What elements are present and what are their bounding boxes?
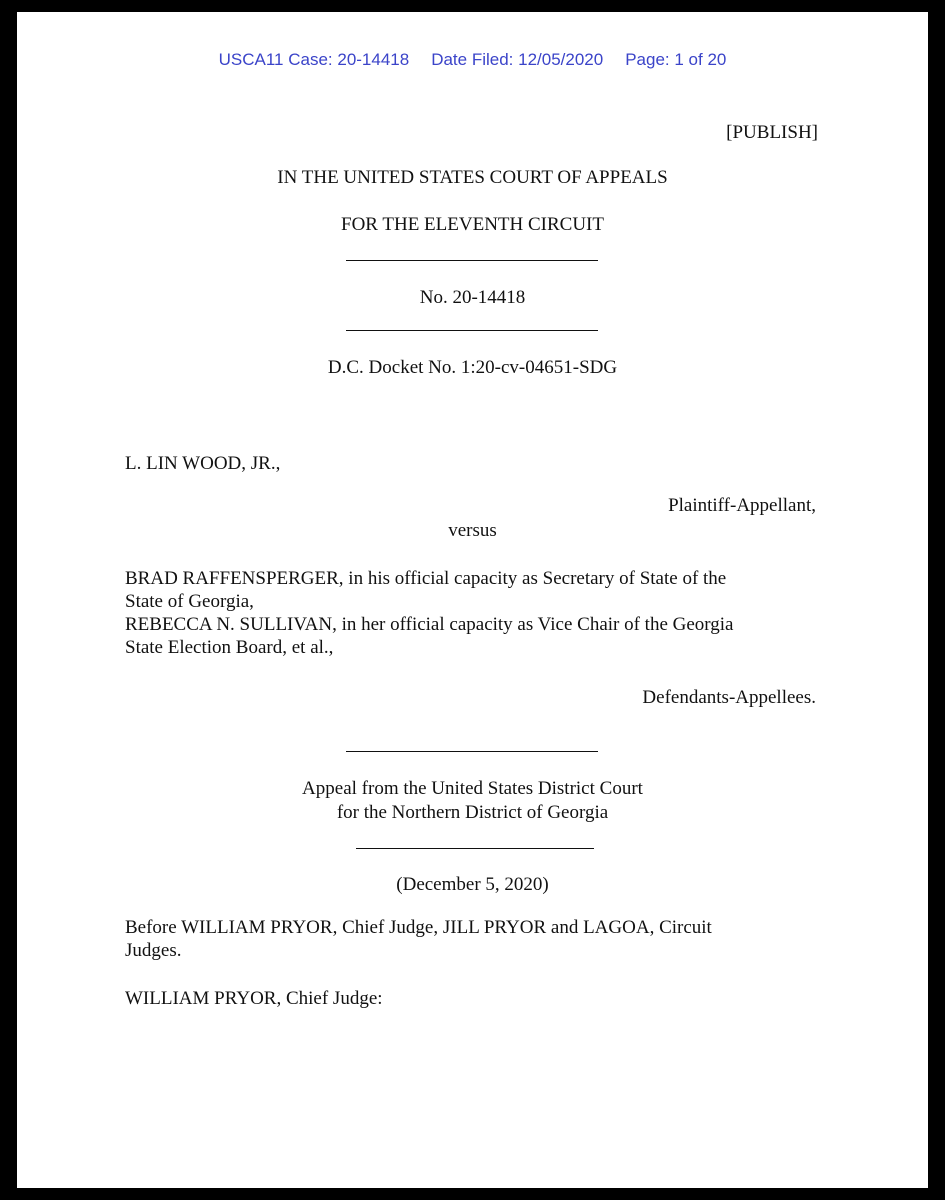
defendants-list	[125, 567, 825, 659]
appeal-line1: Appeal from the United States District Court	[302, 778, 643, 799]
decision-date: (December 5, 2020)	[396, 874, 549, 895]
plaintiff-name: L. LIN WOOD, JR.,	[125, 453, 281, 474]
panel-statement	[125, 916, 825, 962]
panel-line: Before WILLIAM PRYOR, Chief Judge, JILL PRYOR and LAGOA, Circuit	[125, 917, 712, 938]
filing-header	[17, 50, 928, 70]
panel-line: Judges.	[125, 940, 182, 961]
versus-label: versus	[448, 520, 497, 541]
divider-rule	[346, 260, 598, 261]
appeal-line2: for the Northern District of Georgia	[336, 802, 609, 823]
court-name-line1: IN THE UNITED STATES COURT OF APPEALS	[277, 167, 668, 188]
defendant-line: State of Georgia,	[125, 591, 254, 612]
defendant-line: State Election Board, et al.,	[125, 637, 334, 658]
divider-rule	[346, 751, 598, 752]
defendant-line: BRAD RAFFENSPERGER, in his official capacity as Secretary of State of the	[125, 568, 727, 589]
divider-rule	[346, 330, 598, 331]
defendants-role: Defendants-Appellees.	[642, 687, 816, 708]
defendant-line: REBECCA N. SULLIVAN, in her official capacity as Vice Chair of the Georgia	[125, 614, 734, 635]
court-name-line2: FOR THE ELEVENTH CIRCUIT	[341, 214, 604, 235]
docket-number: D.C. Docket No. 1:20-cv-04651-SDG	[327, 357, 618, 378]
divider-rule	[356, 848, 594, 849]
document-page	[17, 12, 928, 1188]
header-case-number: USCA11 Case: 20-14418	[218, 50, 410, 69]
header-date-filed: Date Filed: 12/05/2020	[431, 50, 604, 69]
header-page-count: Page: 1 of 20	[625, 50, 727, 69]
opinion-author: WILLIAM PRYOR, Chief Judge:	[125, 988, 383, 1009]
publish-tag: [PUBLISH]	[726, 122, 818, 143]
case-number: No. 20-14418	[419, 287, 526, 308]
plaintiff-role: Plaintiff-Appellant,	[668, 495, 816, 516]
